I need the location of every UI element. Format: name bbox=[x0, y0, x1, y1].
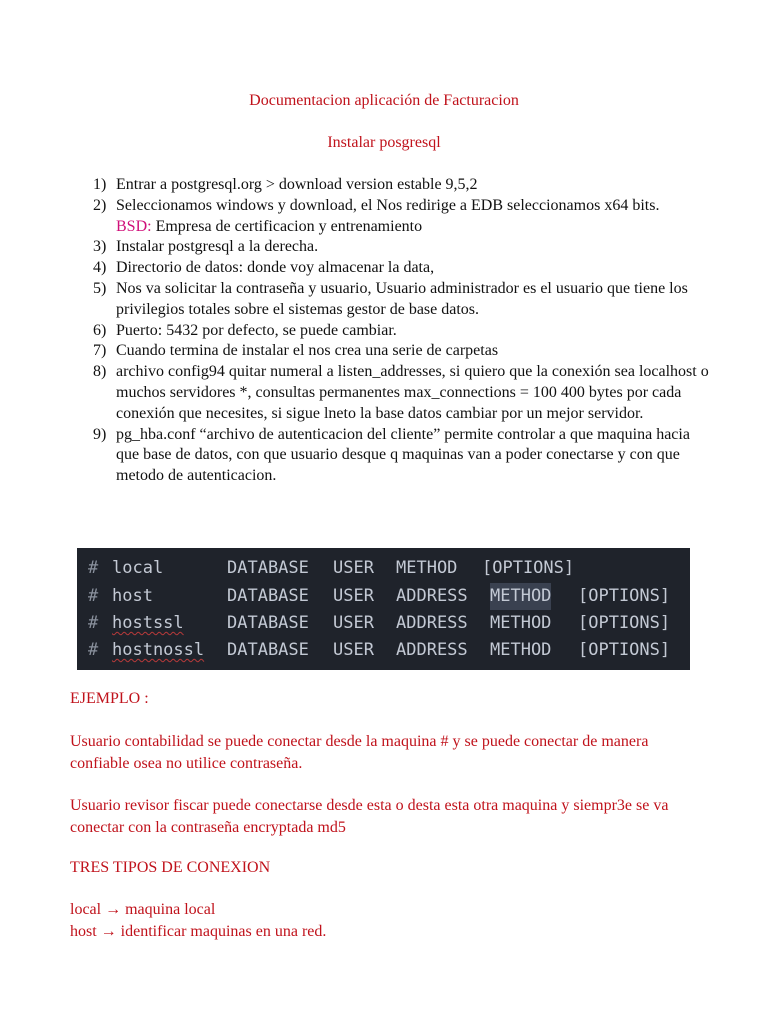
list-item bbox=[70, 321, 710, 342]
code-field: METHOD bbox=[490, 640, 552, 660]
list-item bbox=[70, 175, 710, 196]
ejemplo-heading: EJEMPLO : bbox=[70, 690, 149, 707]
step-text: archivo config94 quitar numeral a listen_addresses, si quiero que la conexión sea localhost o muchos servidores *, consultas permanentes max_connections = 100 400 bytes por cada conexión que necesites, si sigue lneto la base datos cambiar por un mejor servidor. bbox=[116, 363, 709, 422]
step-text: Nos va solicitar la contraseña y usuario, Usuario administrador es el usuario que tiene los privilegios totales sobre el sistemas gestor de base datos. bbox=[116, 279, 688, 318]
step-text: Entrar a postgresql.org > download version estable 9,5,2 bbox=[116, 176, 478, 193]
connection-type: hostnossl bbox=[112, 640, 205, 660]
connection-type: local bbox=[112, 558, 164, 578]
step-number: 4) bbox=[93, 259, 107, 277]
step-text: Directorio de datos: donde voy almacenar la data, bbox=[116, 259, 435, 277]
list-item bbox=[70, 362, 710, 424]
code-field: USER bbox=[333, 558, 374, 578]
code-field: METHOD bbox=[490, 613, 552, 633]
code-row bbox=[77, 583, 671, 610]
list-item bbox=[70, 237, 710, 258]
step-number: 9) bbox=[93, 425, 107, 443]
code-field: DATABASE bbox=[227, 586, 309, 606]
step-number: 1) bbox=[93, 176, 107, 193]
code-field: USER bbox=[333, 586, 374, 606]
list-item bbox=[70, 341, 710, 362]
connection-types-heading: TRES TIPOS DE CONEXION bbox=[70, 859, 271, 876]
comment-hash: # bbox=[88, 586, 99, 606]
step-number: 8) bbox=[93, 363, 107, 381]
step-text: Seleccionamos windows y download, el Nos redirige a EDB seleccionamos x64 bits. bbox=[116, 196, 660, 214]
code-field: USER bbox=[333, 613, 374, 633]
code-field: DATABASE bbox=[227, 640, 309, 660]
bsd-note bbox=[70, 217, 710, 238]
step-number: 3) bbox=[93, 238, 107, 256]
example-paragraph: Usuario revisor fiscar puede conectarse desde esta o desta esta otra maquina y siempr3e se va conectar con la contraseña encryptada md5 bbox=[70, 797, 669, 836]
step-number: 7) bbox=[93, 342, 107, 360]
code-field: ADDRESS bbox=[396, 640, 468, 660]
bsd-label: BSD: bbox=[116, 217, 152, 235]
step-number: 2) bbox=[93, 196, 107, 214]
code-field: [OPTIONS] bbox=[578, 640, 671, 660]
bsd-text: Empresa de certificacion y entrenamiento bbox=[151, 217, 423, 235]
comment-hash: # bbox=[88, 640, 99, 660]
step-text: Cuando termina de instalar el nos crea una serie de carpetas bbox=[116, 342, 499, 360]
code-field: METHOD bbox=[396, 558, 458, 578]
connection-type: hostssl bbox=[112, 613, 184, 633]
list-item bbox=[70, 196, 710, 217]
code-field: DATABASE bbox=[227, 613, 309, 633]
code-row bbox=[77, 637, 671, 664]
code-field: DATABASE bbox=[227, 558, 309, 578]
step-number: 5) bbox=[93, 279, 107, 297]
step-text: pg_hba.conf “archivo de autenticacion del cliente” permite controlar a que maquina hacia que base de datos, con que usuario desque q maquinas van a poder conectarse y con que metodo de autenticacion. bbox=[116, 425, 690, 485]
comment-hash: # bbox=[88, 613, 99, 633]
step-number: 6) bbox=[93, 321, 107, 339]
code-field: USER bbox=[333, 640, 374, 660]
code-field-highlighted: METHOD bbox=[490, 583, 551, 610]
comment-hash: # bbox=[88, 558, 99, 578]
pg-hba-code-screenshot bbox=[77, 548, 690, 670]
list-item: host → identificar maquinas en una red. bbox=[70, 922, 327, 940]
code-row bbox=[77, 555, 575, 582]
code-field: [OPTIONS] bbox=[482, 558, 575, 578]
code-field: ADDRESS bbox=[396, 613, 468, 633]
list-item: local → maquina local bbox=[70, 901, 216, 918]
step-text: Instalar postgresql a la derecha. bbox=[116, 238, 319, 256]
code-field: [OPTIONS] bbox=[578, 586, 671, 606]
section-title: Instalar posgresql bbox=[327, 134, 441, 151]
connection-types-list bbox=[70, 899, 710, 942]
code-field: ADDRESS bbox=[396, 586, 468, 606]
step-text: Puerto: 5432 por defecto, se puede cambiar. bbox=[116, 321, 397, 339]
list-item bbox=[70, 279, 710, 321]
document-title: Documentacion aplicación de Facturacion bbox=[249, 92, 519, 109]
code-row bbox=[77, 610, 671, 637]
list-item bbox=[70, 258, 710, 279]
connection-type: host bbox=[112, 586, 153, 606]
code-field: [OPTIONS] bbox=[578, 613, 671, 633]
install-steps-list bbox=[70, 175, 710, 487]
example-paragraph: Usuario contabilidad se puede conectar desde la maquina # y se puede conectar de manera confiable osea no utilice contraseña. bbox=[70, 733, 649, 772]
list-item bbox=[70, 425, 710, 487]
